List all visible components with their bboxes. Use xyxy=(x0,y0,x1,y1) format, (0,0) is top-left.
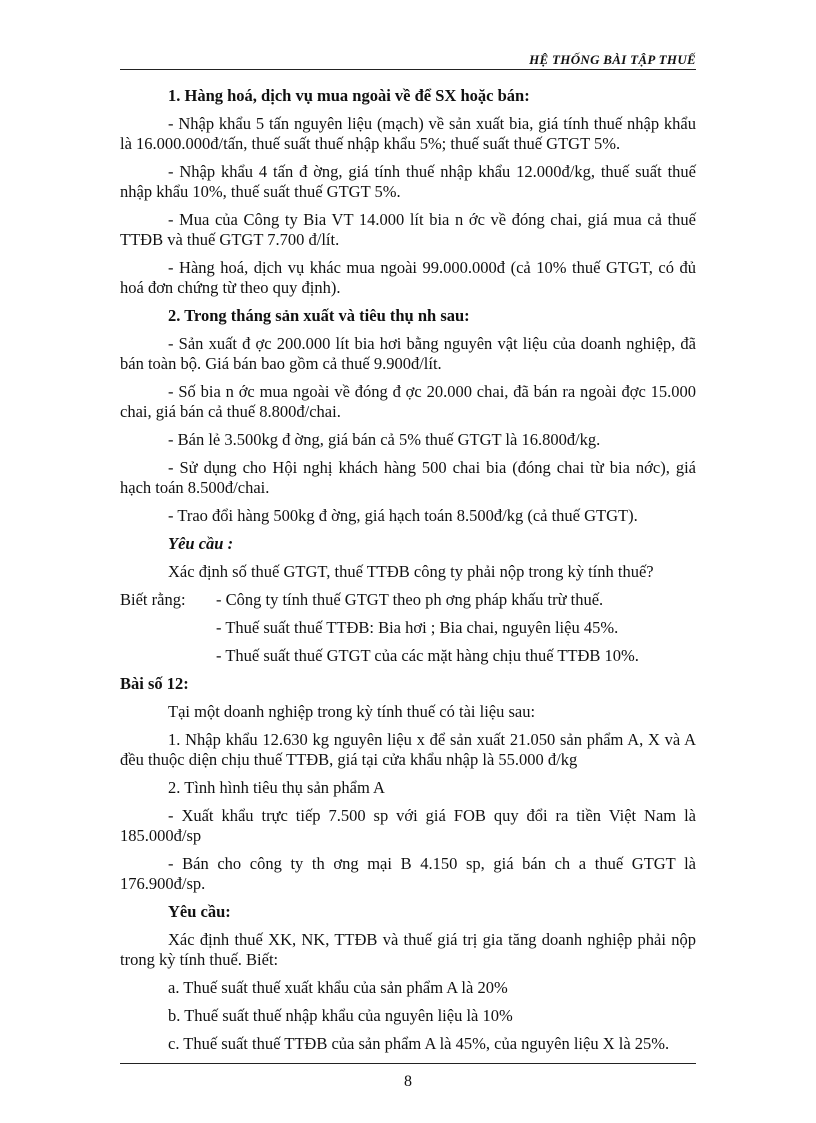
header-rule xyxy=(120,69,696,70)
known-conditions-row xyxy=(120,590,696,610)
requirement-label: Yêu cầu : xyxy=(168,534,234,553)
section-heading-purchases: 1. Hàng hoá, dịch vụ mua ngoài về để SX hoặc bán: xyxy=(168,86,530,105)
exercise-item-2: 2. Tình hình tiêu thụ sản phẩm A xyxy=(168,778,385,797)
exercise-condition-a: a. Thuế suất thuế xuất khẩu của sản phẩm A là 20% xyxy=(168,978,508,997)
page-number: 8 xyxy=(404,1073,412,1090)
purchase-item-4: - Hàng hoá, dịch vụ khác mua ngoài 99.000.000đ (cả 10% thuế GTGT, có đủ hoá đơn chứng từ theo quy định). xyxy=(120,258,696,297)
exercise-item-1: 1. Nhập khẩu 12.630 kg nguyên liệu x để sản xuất 21.050 sản phẩm A, X và A đều thuộc diện chịu thuế TTĐB, giá tại cửa khẩu nhập là 55.000 đ/kg xyxy=(120,730,696,769)
production-item-4: - Sử dụng cho Hội nghị khách hàng 500 chai bia (đóng chai từ bia nớc), giá hạch toán 8.500đ/chai. xyxy=(120,458,696,497)
exercise-intro: Tại một doanh nghiệp trong kỳ tính thuế có tài liệu sau: xyxy=(168,702,536,721)
known-condition-2: - Thuế suất thuế TTĐB: Bia hơi ; Bia chai, nguyên liệu 45%. xyxy=(216,618,619,637)
production-item-3: - Bán lẻ 3.500kg đ ờng, giá bán cả 5% thuế GTGT là 16.800đ/kg. xyxy=(168,430,601,449)
known-label: Biết rằng: xyxy=(120,590,186,609)
running-header: HỆ THỐNG BÀI TẬP THUẾ xyxy=(529,52,696,67)
production-item-2: - Số bia n ớc mua ngoài về đóng đ ợc 20.000 chai, đã bán ra ngoài đợc 15.000 chai, giá bán cả thuế 8.800đ/chai. xyxy=(120,382,696,421)
requirement-text: Xác định số thuế GTGT, thuế TTĐB công ty phải nộp trong kỳ tính thuế? xyxy=(168,562,654,581)
known-condition-1: - Công ty tính thuế GTGT theo ph ơng pháp khấu trừ thuế. xyxy=(216,590,604,609)
exercise-condition-b: b. Thuế suất thuế nhập khẩu của nguyên liệu là 10% xyxy=(168,1006,513,1025)
exercise-item-4: - Bán cho công ty th ơng mại B 4.150 sp, giá bán ch a thuế GTGT là 176.900đ/sp. xyxy=(120,854,696,893)
exercise-title: Bài số 12: xyxy=(120,674,189,693)
footer-rule xyxy=(120,1063,696,1064)
exercise-requirement-label: Yêu cầu: xyxy=(168,902,231,921)
section-heading-production: 2. Trong tháng sản xuất và tiêu thụ nh sau: xyxy=(168,306,470,325)
production-item-5: - Trao đổi hàng 500kg đ ờng, giá hạch toán 8.500đ/kg (cả thuế GTGT). xyxy=(168,506,638,525)
purchase-item-1: - Nhập khẩu 5 tấn nguyên liệu (mạch) về sản xuất bia, giá tính thuế nhập khẩu là 16.000.000đ/tấn, thuế suất thuế nhập khẩu 5%; thuế suất thuế GTGT 5%. xyxy=(120,114,696,153)
exercise-condition-c: c. Thuế suất thuế TTĐB của sản phẩm A là 45%, của nguyên liệu X là 25%. xyxy=(168,1034,670,1053)
document-body xyxy=(120,86,696,1062)
exercise-requirement-text: Xác định thuế XK, NK, TTĐB và thuế giá trị gia tăng doanh nghiệp phải nộp trong kỳ tính thuế. Biết: xyxy=(120,930,696,969)
production-item-1: - Sản xuất đ ợc 200.000 lít bia hơi bằng nguyên vật liệu của doanh nghiệp, đã bán toàn bộ. Giá bán bao gồm cả thuế 9.900đ/lít. xyxy=(120,334,696,373)
purchase-item-3: - Mua của Công ty Bia VT 14.000 lít bia n ớc về đóng chai, giá mua cả thuế TTĐB và thuế GTGT 7.700 đ/lít. xyxy=(120,210,696,249)
purchase-item-2: - Nhập khẩu 4 tấn đ ờng, giá tính thuế nhập khẩu 12.000đ/kg, thuế suất thuế nhập khẩu 10%, thuế suất thuế GTGT 5%. xyxy=(120,162,696,201)
exercise-item-3: - Xuất khẩu trực tiếp 7.500 sp với giá FOB quy đổi ra tiền Việt Nam là 185.000đ/sp xyxy=(120,806,696,845)
known-condition-3: - Thuế suất thuế GTGT của các mặt hàng chịu thuế TTĐB 10%. xyxy=(216,646,639,665)
